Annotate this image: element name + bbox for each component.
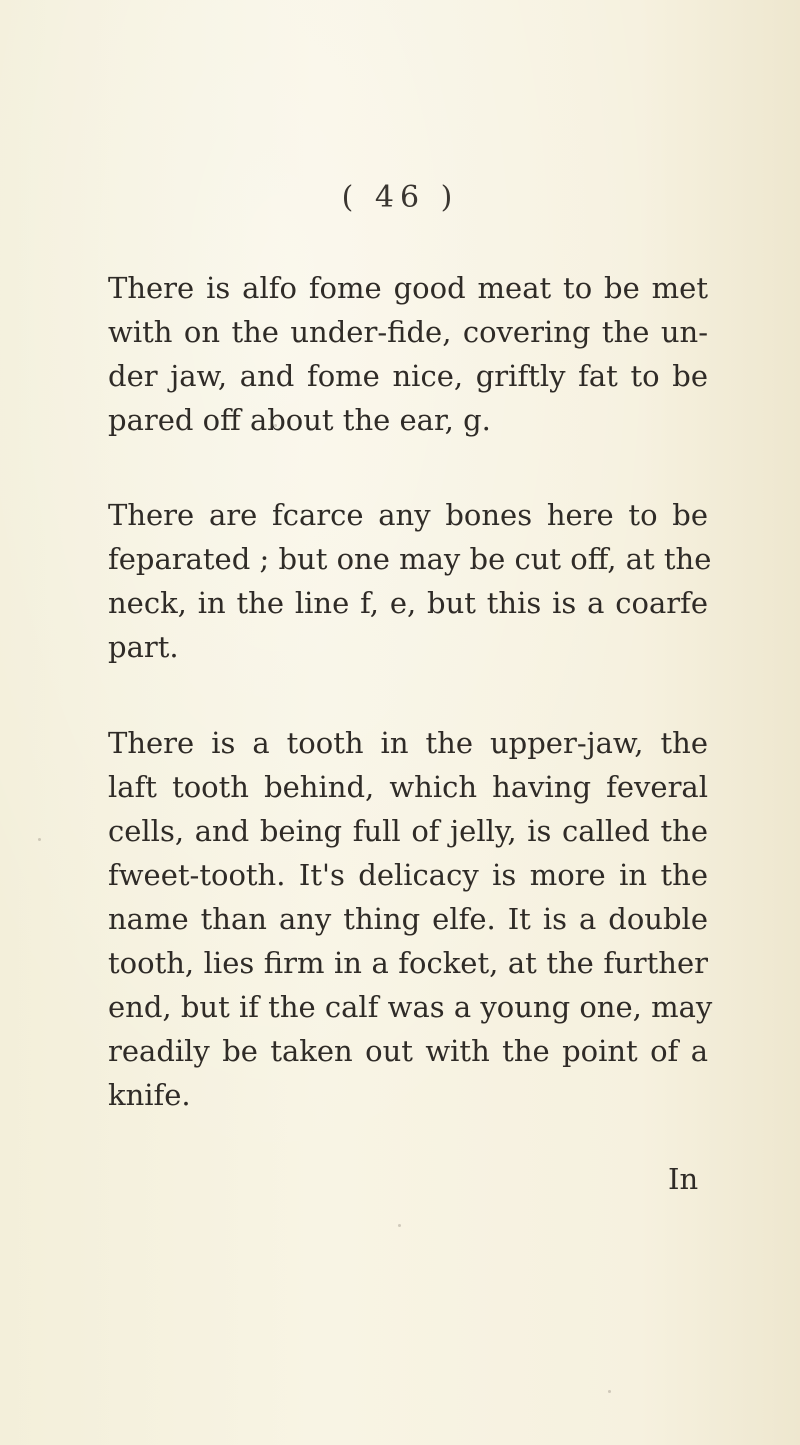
paragraph-line: readily be taken out with the point of a: [108, 1034, 708, 1068]
paragraph-line: end, but if the calf was a young one, may: [108, 990, 713, 1024]
paragraph-line: tooth, lies firm in a focket, at the further: [108, 946, 708, 980]
paragraph-line: feparated ; but one may be cut off, at the: [108, 542, 712, 576]
paragraph-2: [108, 493, 712, 669]
paragraph-line: fweet-tooth. It's delicacy is more in the: [108, 858, 708, 892]
paper-speck: [274, 424, 277, 427]
paragraph-line: laft tooth behind, which having feveral: [108, 770, 708, 804]
paragraph-line: with on the under-fide, covering the un-: [108, 315, 708, 349]
paragraph-line: neck, in the line f, e, but this is a coarfe: [108, 586, 708, 620]
paragraph-line: knife.: [108, 1078, 191, 1112]
paragraph-1: [108, 266, 708, 442]
paragraph-line: name than any thing elfe. It is a double: [108, 902, 708, 936]
paper-speck: [38, 838, 41, 841]
paper-speck: [398, 1224, 401, 1227]
page-number: ( 46 ): [341, 180, 459, 215]
paper-speck: [608, 1390, 611, 1393]
catchword: In: [668, 1162, 699, 1196]
paragraph-line: cells, and being full of jelly, is called the: [108, 814, 708, 848]
paragraph-line: der jaw, and fome nice, griftly fat to be: [108, 359, 708, 393]
paragraph-line: There is alfo fome good meat to be met: [108, 271, 708, 305]
paragraph-line: part.: [108, 630, 179, 664]
paragraph-line: There are fcarce any bones here to be: [108, 498, 708, 532]
paragraph-line: pared off about the ear, g.: [108, 403, 491, 437]
paragraph-line: There is a tooth in the upper-jaw, the: [108, 726, 708, 760]
paragraph-3: [108, 721, 713, 1117]
